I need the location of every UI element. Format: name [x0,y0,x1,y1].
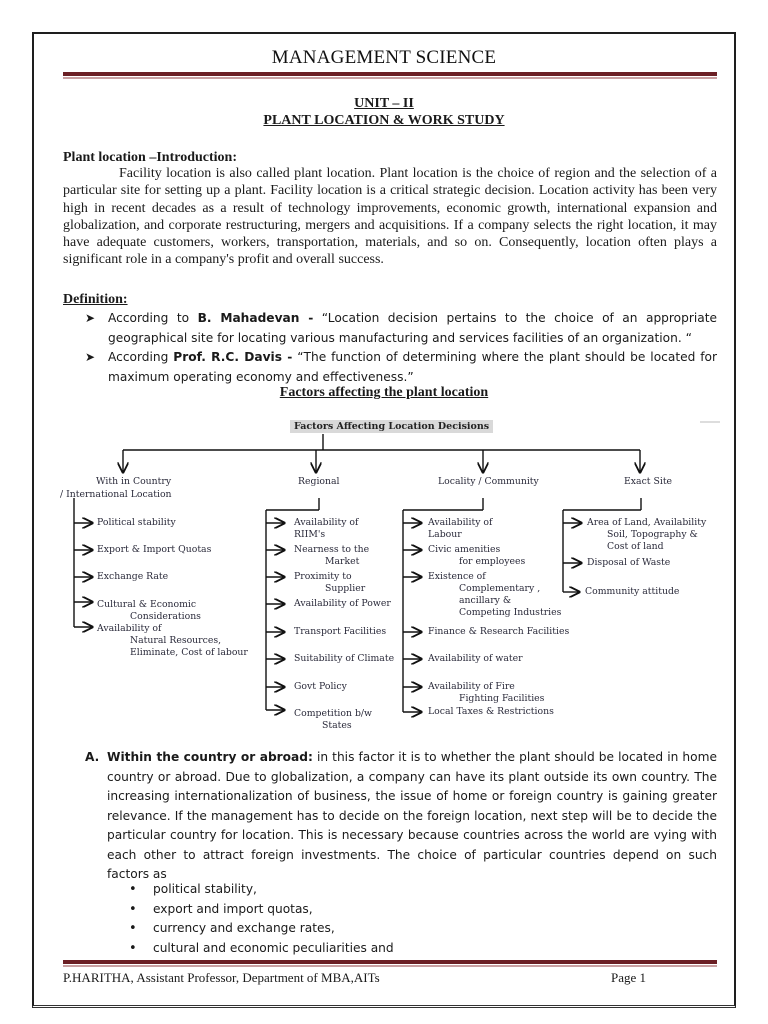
section-a-body [107,748,717,885]
factor-item: Availability of [428,517,493,528]
factor-item: Export & Import Quotas [97,544,212,555]
factor-item: Availability of Fire [428,681,515,692]
factor-item: Proximity to [294,571,352,582]
factor-item-cont: Market [325,556,360,567]
factors-diagram [60,410,730,740]
factor-item: Finance & Research Facilities [428,626,570,637]
factor-item: Availability of [294,517,359,528]
factor-item-cont: States [322,720,352,731]
arrow-bullet-icon: ➤ [85,350,96,364]
definition-heading: Definition: [63,292,128,307]
unit-title: PLANT LOCATION & WORK STUDY [263,113,505,128]
factor-item: Existence of [428,571,486,582]
definition-item: ➤ According to B. Mahadevan - “Location decision pertains to the choice of an appropriate geographical site for locating various manufacturing and services facilities of an organization. “ [85,311,717,345]
factor-item: Civic amenities [428,544,501,555]
factor-item: Political stability [97,517,176,528]
branch-title-regional: Regional [298,476,340,487]
header-rule [63,72,717,79]
factor-item-cont: Cost of land [607,541,664,552]
unit-number: UNIT – II [354,96,414,111]
factor-item-cont: Natural Resources, [130,635,222,646]
factor-item: Suitability of Climate [294,653,395,664]
factor-item-cont: Supplier [325,583,366,594]
bullet-item: • cultural and economic peculiarities and [125,939,394,959]
footer-author: P.HARITHA, Assistant Professor, Department of MBA,AITs [63,970,380,985]
factor-item-cont: Complementary , [459,583,541,594]
running-header-title: MANAGEMENT SCIENCE [271,47,497,68]
intro-paragraph: Facility location is also called plant location. Plant location is the choice of region and the selection of a particular site for setting up a plant. Facility location is a critical strategic decision. Location activity has been very high in recent decades as a result of technology improvements, economic growth, international expansion and globalization, and corporate restructuring, mergers and acquisitions. If a company selects the right location, it may have adequate customers, workers, transportation, materials, and so on. Consequently, location often plays a significant role in a company's profit and overall success. [63,166,717,268]
factor-item: Govt Policy [294,681,347,692]
section-a-letter: A. [85,750,100,764]
factor-item: Transport Facilities [294,626,387,637]
factors-title: Factors affecting the plant location [279,385,489,400]
factor-item-cont: Soil, Topography & [607,529,698,540]
factor-item: Competition b/w [294,708,372,719]
section-a-lead: Within the country or abroad: [107,750,313,764]
factor-item: Nearness to the [294,544,370,555]
arrow-bullet-icon: ➤ [85,311,96,325]
section-a [85,748,717,885]
factor-item: Local Taxes & Restrictions [428,706,554,717]
factor-item: Availability of water [428,653,523,664]
factor-item-cont: for employees [459,556,526,567]
factor-bullet-list [125,880,394,958]
diagram-root-node: Factors Affecting Location Decisions [290,420,493,433]
factor-item-cont: Competing Industries [459,607,562,618]
factor-item: Area of Land, Availability [587,517,707,528]
definition-author: Prof. R.C. Davis - [173,350,293,364]
factor-item-cont: ancillary & [459,595,512,606]
factor-item: Availability of [97,623,162,634]
branch-title-within-country: With in Country [96,476,172,487]
footer-rule [63,960,717,967]
factor-item-cont: Fighting Facilities [459,693,545,704]
definition-item: ➤ According Prof. R.C. Davis - “The function of determining where the plant should be located for maximum operating economy and effectiveness.” [85,350,718,384]
factor-item: Cultural & Economic [97,599,197,610]
bullet-item: • currency and exchange rates, [125,919,394,939]
branch-title-exact-site: Exact Site [624,476,673,487]
factor-item-cont: Considerations [130,611,201,622]
definition-author: B. Mahadevan - [197,311,314,325]
section-a-text: in this factor it is to whether the plant should be located in home country or abroad. Due to globalization, a company can have its plant outside its own country. The increasing internationalization of business, the issue of home or foreign country is gaining greater relevance. If the management has to decide on the foreign location, next step will be to decide the particular country for location. This is necessary because countries across the world are vying with each other to attract foreign investments. The choice of particular countries depend on such factors as [107,750,717,881]
branch-title-within-country-line2: / International Location [60,489,172,500]
factor-item-cont: Eliminate, Cost of labour [130,647,248,658]
bullet-item: • export and import quotas, [125,900,394,920]
unit-heading [0,95,768,129]
factor-item: Availability of Power [294,598,391,609]
factor-item: Disposal of Waste [587,557,671,568]
footer-page-number: Page 1 [611,970,647,985]
factor-item-cont: RIIM's [294,529,326,540]
bullet-item: • political stability, [125,880,394,900]
definition-list [85,309,717,387]
intro-heading: Plant location –Introduction: [63,150,237,165]
branch-title-locality: Locality / Community [438,476,539,487]
factor-item: Community attitude [585,586,680,597]
factor-item: Exchange Rate [97,571,169,582]
factor-item-cont: Labour [428,529,462,540]
